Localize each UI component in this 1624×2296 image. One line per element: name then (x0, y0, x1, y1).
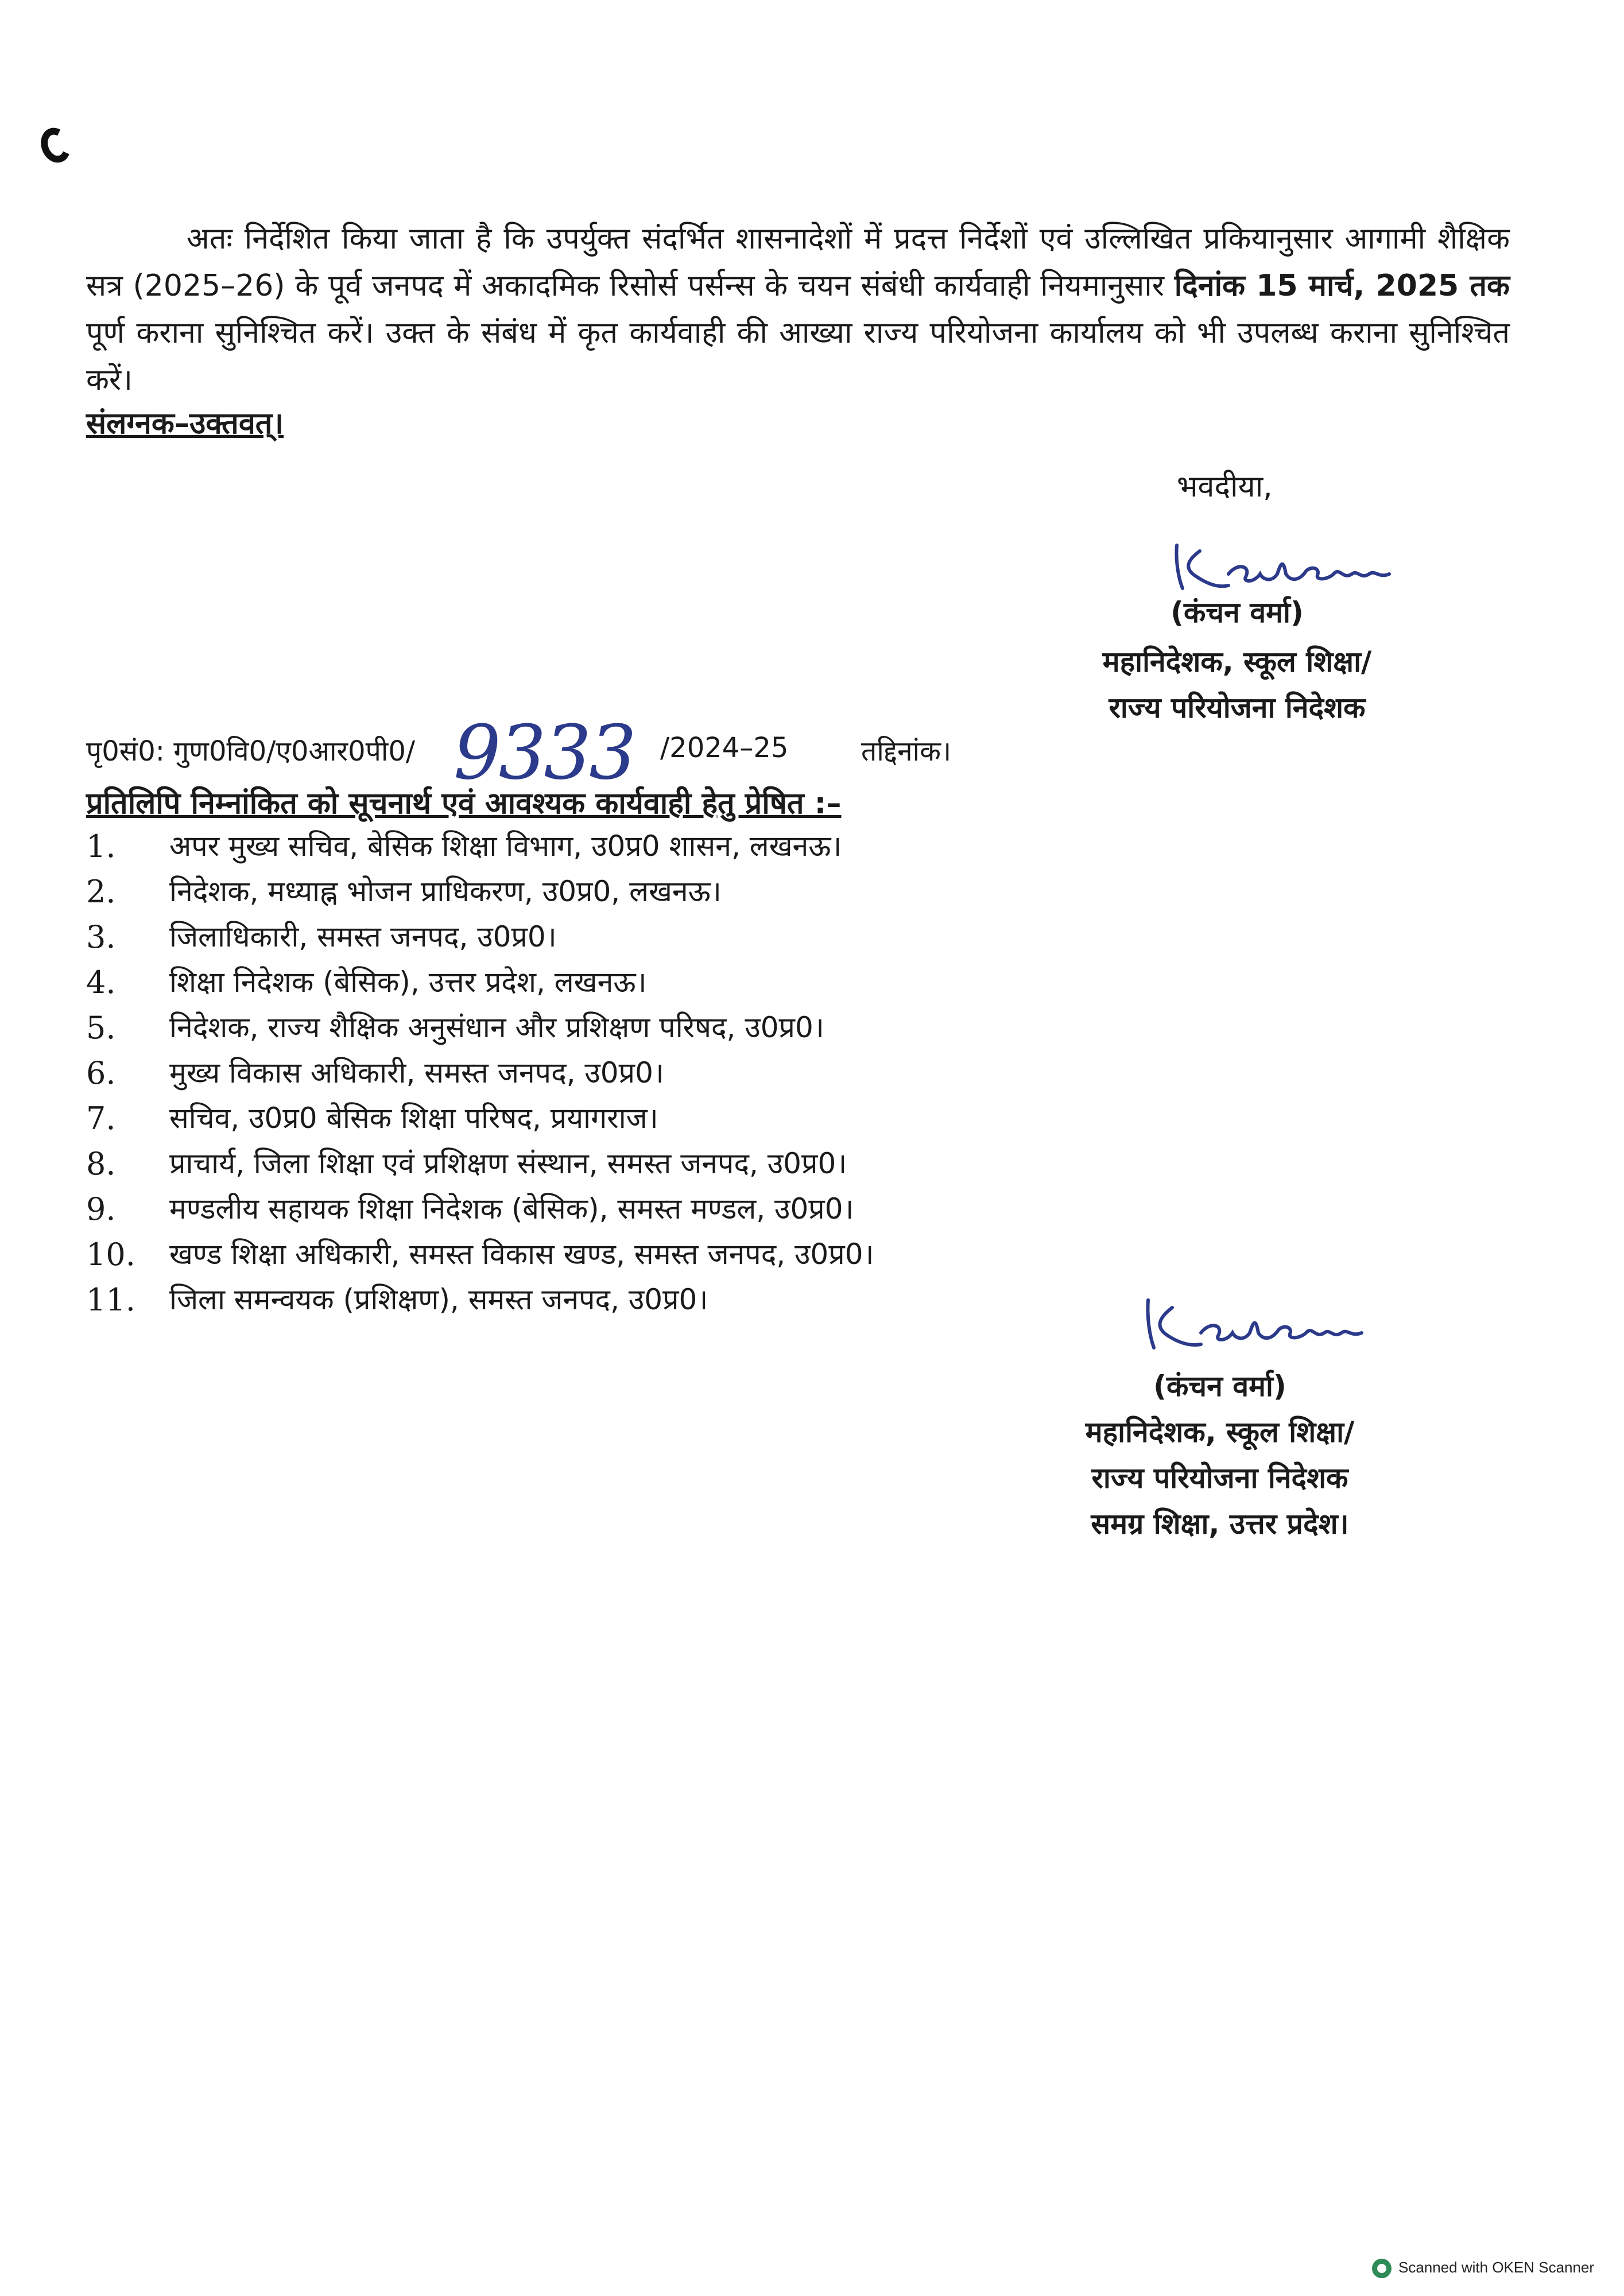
scanner-logo-icon (1372, 2259, 1392, 2278)
closing-salutation: भवदीया, (1177, 470, 1273, 504)
list-item-text: निदेशक, राज्य शैक्षिक अनुसंधान और प्रशिक्षण परिषद, उ0प्र0। (169, 1011, 824, 1044)
list-item (86, 1277, 1062, 1322)
list-item-text: मुख्य विकास अधिकारी, समस्त जनपद, उ0प्र0। (169, 1056, 664, 1089)
reference-number-handwritten: 9333 (454, 709, 634, 796)
reference-line (86, 709, 1062, 796)
signatory-designation-2c: समग्र शिक्षा, उत्तर प्रदेश। (1091, 1507, 1349, 1541)
reference-date-label: तद्दिनांक। (861, 735, 952, 767)
signatory-name-1: (कंचन वर्मा) (1170, 596, 1304, 629)
list-item-number: 2. (86, 874, 116, 910)
paragraph-text-part2: पूर्ण कराना सुनिश्चित करें। उक्त के संबंध में कृत कार्यवाही की आख्या राज्य परियोजना कार्यालय को भी उपलब्ध कराना सुनिश्चित करें। (86, 316, 1510, 397)
list-item-text: अपर मुख्य सचिव, बेसिक शिक्षा विभाग, उ0प्र0 शासन, लखनऊ। (169, 829, 842, 863)
list-item (86, 1050, 1062, 1096)
scanner-watermark (1372, 2259, 1594, 2278)
list-item-text: शिक्षा निदेशक (बेसिक), उत्तर प्रदेश, लखनऊ। (169, 965, 647, 999)
reference-year: /2024–25 (660, 732, 789, 764)
copy-to-heading: प्रतिलिपि निम्नांकित को सूचनार्थ एवं आवश्यक कार्यवाही हेतु प्रेषित :– (86, 786, 842, 821)
list-item-text: मण्डलीय सहायक शिक्षा निदेशक (बेसिक), समस्त मण्डल, उ0प्र0। (169, 1192, 854, 1225)
list-item (86, 960, 1062, 1005)
list-item-text: खण्ड शिक्षा अधिकारी, समस्त विकास खण्ड, समस्त जनपद, उ0प्र0। (169, 1238, 874, 1271)
list-item (86, 824, 1062, 869)
list-item-number: 3. (86, 919, 116, 955)
signatory-designation-2a: महानिदेशक, स्कूल शिक्षा/ (1085, 1415, 1355, 1449)
signatory-designation-1a: महानिदेशक, स्कूल शिक्षा/ (1102, 645, 1372, 678)
handwritten-signature-2 (1137, 1292, 1378, 1355)
copy-to-list (86, 824, 1062, 1322)
list-item-number: 1. (86, 828, 116, 864)
list-item-text: सचिव, उ0प्र0 बेसिक शिक्षा परिषद, प्रयागराज। (169, 1102, 658, 1135)
page-corner-mark (36, 123, 75, 166)
list-item-text: जिलाधिकारी, समस्त जनपद, उ0प्र0। (169, 920, 557, 953)
list-item-text: निदेशक, मध्याह्न भोजन प्राधिकरण, उ0प्र0, लखनऊ। (169, 875, 722, 908)
list-item (86, 1186, 1062, 1232)
list-item-number: 5. (86, 1010, 116, 1046)
list-item-number: 11. (86, 1282, 135, 1318)
body-paragraph (86, 215, 1510, 404)
signatory-name-2: (कंचन वर्मा) (1153, 1370, 1286, 1403)
list-item-number: 9. (86, 1191, 116, 1227)
list-item (86, 1005, 1062, 1050)
enclosure-note: संलग्नक–उक्तवत्। (86, 406, 284, 441)
scanner-watermark-text: Scanned with OKEN Scanner (1398, 2259, 1595, 2276)
list-item-number: 4. (86, 964, 116, 1000)
reference-prefix: पृ0सं0: गुण0वि0/ए0आर0पी0/ (86, 735, 416, 767)
list-item (86, 869, 1062, 914)
list-item (86, 1096, 1062, 1141)
signatory-designation-2b: राज्य परियोजना निदेशक (1091, 1461, 1348, 1495)
handwritten-signature-1 (1165, 534, 1406, 597)
list-item-text: प्राचार्य, जिला शिक्षा एवं प्रशिक्षण संस्थान, समस्त जनपद, उ0प्र0। (169, 1147, 847, 1180)
list-item-number: 8. (86, 1146, 116, 1182)
list-item-text: जिला समन्वयक (प्रशिक्षण), समस्त जनपद, उ0प्र0। (169, 1283, 708, 1316)
list-item (86, 1141, 1062, 1186)
list-item (86, 914, 1062, 960)
list-item-number: 6. (86, 1055, 116, 1091)
list-item (86, 1232, 1062, 1277)
list-item-number: 10. (86, 1236, 135, 1273)
list-item-number: 7. (86, 1100, 116, 1137)
signatory-designation-1b: राज्य परियोजना निदेशक (1108, 691, 1366, 724)
paragraph-deadline: दिनांक 15 मार्च, 2025 तक (1174, 269, 1510, 303)
paragraph-text-part1: अतः निर्देशित किया जाता है कि उपर्युक्त संदर्भित शासनादेशों में प्रदत्त निर्देशों एवं उल्लिखित प्रकियानुसार आगामी शैक्षिक सत्र (2025–26) के पूर्व जनपद में अकादमिक रिसोर्स पर्सन्स के चयन संबंधी कार्यवाही नियमानुसार (86, 222, 1510, 303)
